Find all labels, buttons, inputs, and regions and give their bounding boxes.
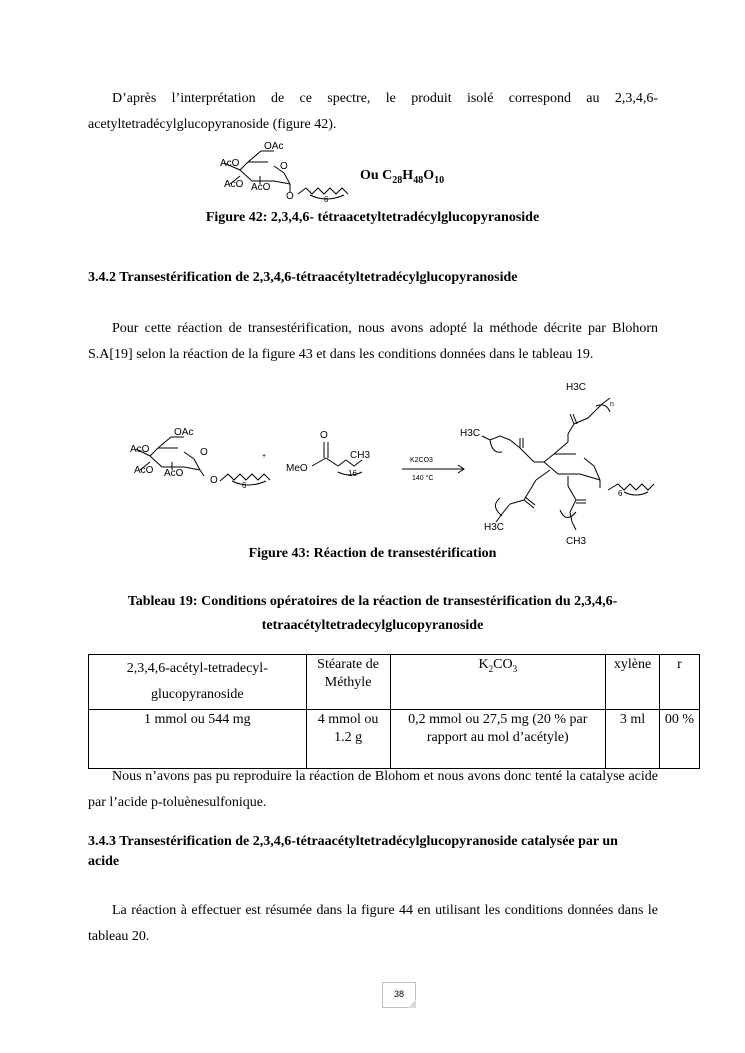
paragraph-figure-44: La réaction à effectuer est résumée dans la figure 44 en utilisant les conditions données dans le tableau 20. <box>88 903 658 944</box>
section-heading-3-4-2: 3.4.2 Transestérification de 2,3,4,6-tétraacétyltetradécylglucopyranoside <box>88 270 518 285</box>
fig43-reactant-chain-index: 6 <box>242 481 247 490</box>
fig43-plus-sign: + <box>262 453 267 460</box>
fig42-glycosidic-oxygen: O <box>286 191 294 202</box>
fig43-reactant-ring-oxygen: O <box>200 447 208 458</box>
fig42-aco-label-3: AcO <box>251 182 271 193</box>
table-cell-xylene-amount: 3 ml <box>606 710 660 769</box>
table-header-r: r <box>660 655 700 710</box>
table-header-glucoside: 2,3,4,6-acétyl-tetradecyl- glucopyranoside <box>89 655 307 710</box>
fig42-chain-index: 6 <box>324 195 329 204</box>
table-row <box>89 710 700 769</box>
paragraph-method: Pour cette réaction de transestérification, nous avons adopté la méthode décrite par Blohorn S.A[19] selon la réaction de la figure 43 et dans les conditions données dans le tableau 19. <box>88 321 658 362</box>
table-19-title: Tableau 19: Conditions opératoires de la réaction de transestérification du 2,3,4,6- tetraacétyltetradecylglucopyranoside <box>127 594 618 633</box>
fig43-ester-ch3: CH3 <box>350 450 371 461</box>
paragraph-intro: D’après l’interprétation de ce spectre, le produit isolé correspond au 2,3,4,6-acetyltetradécylglucopyranoside (figure 42). <box>88 91 658 132</box>
fig43-product-h3c-bottom: H3C <box>484 522 505 533</box>
table-cell-yield: 00 % <box>660 710 700 769</box>
table-header-methyl-stearate: Stéarate de Méthyle <box>306 655 390 710</box>
fig42-oac-label: OAc <box>264 141 284 152</box>
fig43-product-h3c-left: H3C <box>460 428 481 439</box>
fig43-ester-chain-index: 16 <box>348 469 357 478</box>
fig43-reactant-oac: OAc <box>174 427 194 438</box>
fig43-reactant-glycosidic-oxygen: O <box>210 475 218 486</box>
fig42-aco-label-1: AcO <box>220 158 240 169</box>
fig43-product-glycosidic-chain-index: 6 <box>618 489 623 498</box>
fig42-molecular-formula: Ou $C_{28}H_{48}O_{10}$ <box>360 168 445 186</box>
figure-42-structure <box>214 136 354 206</box>
paragraph-blohom-result: Nous n’avons pas pu reproduire la réaction de Blohom et nous avons donc tenté la catalyse acide par l’acide p-toluènesulfonique. <box>88 769 658 810</box>
fig43-reagent: K2CO3 <box>410 457 433 464</box>
table-cell-glucoside-amount: 1 mmol ou 544 mg <box>89 710 307 769</box>
table-19-conditions <box>88 654 700 769</box>
fig43-product-acyl-index: n <box>610 401 614 408</box>
figure-42-caption: Figure 42: 2,3,4,6- tétraacetyltetradécylglucopyranoside <box>205 210 540 225</box>
fig42-ring-oxygen: O <box>280 161 288 172</box>
table-cell-stearate-amount: 4 mmol ou 1.2 g <box>306 710 390 769</box>
fig43-temperature: 140 °C <box>412 475 434 482</box>
fig43-product-ch3: CH3 <box>566 536 587 546</box>
fig43-ester-meo: MeO <box>286 463 308 474</box>
fig42-aco-label-2: AcO <box>224 179 244 190</box>
fig43-ester-carbonyl-oxygen: O <box>320 430 328 441</box>
table-header-row <box>89 655 700 710</box>
fig43-product-h3c-top: H3C <box>566 382 587 393</box>
fig43-reactant-aco-2: AcO <box>134 465 154 476</box>
table-header-k2co3: $K_2CO_3$ <box>390 655 606 710</box>
figure-43-caption: Figure 43: Réaction de transestérification <box>248 546 497 561</box>
page-number: 38 <box>382 982 416 1008</box>
table-cell-k2co3-amount: 0,2 mmol ou 27,5 mg (20 % par rapport au mol d’acétyle) <box>390 710 606 769</box>
fig43-reactant-aco-3: AcO <box>164 468 184 479</box>
section-heading-3-4-3: 3.4.3 Transestérification de 2,3,4,6-tétraacétyltetradécylglucopyranoside catalysée par un acide <box>88 834 618 869</box>
fig43-reactant-aco-1: AcO <box>130 444 150 455</box>
figure-43-reaction-scheme <box>124 376 664 546</box>
table-header-xylene: xylène <box>606 655 660 710</box>
